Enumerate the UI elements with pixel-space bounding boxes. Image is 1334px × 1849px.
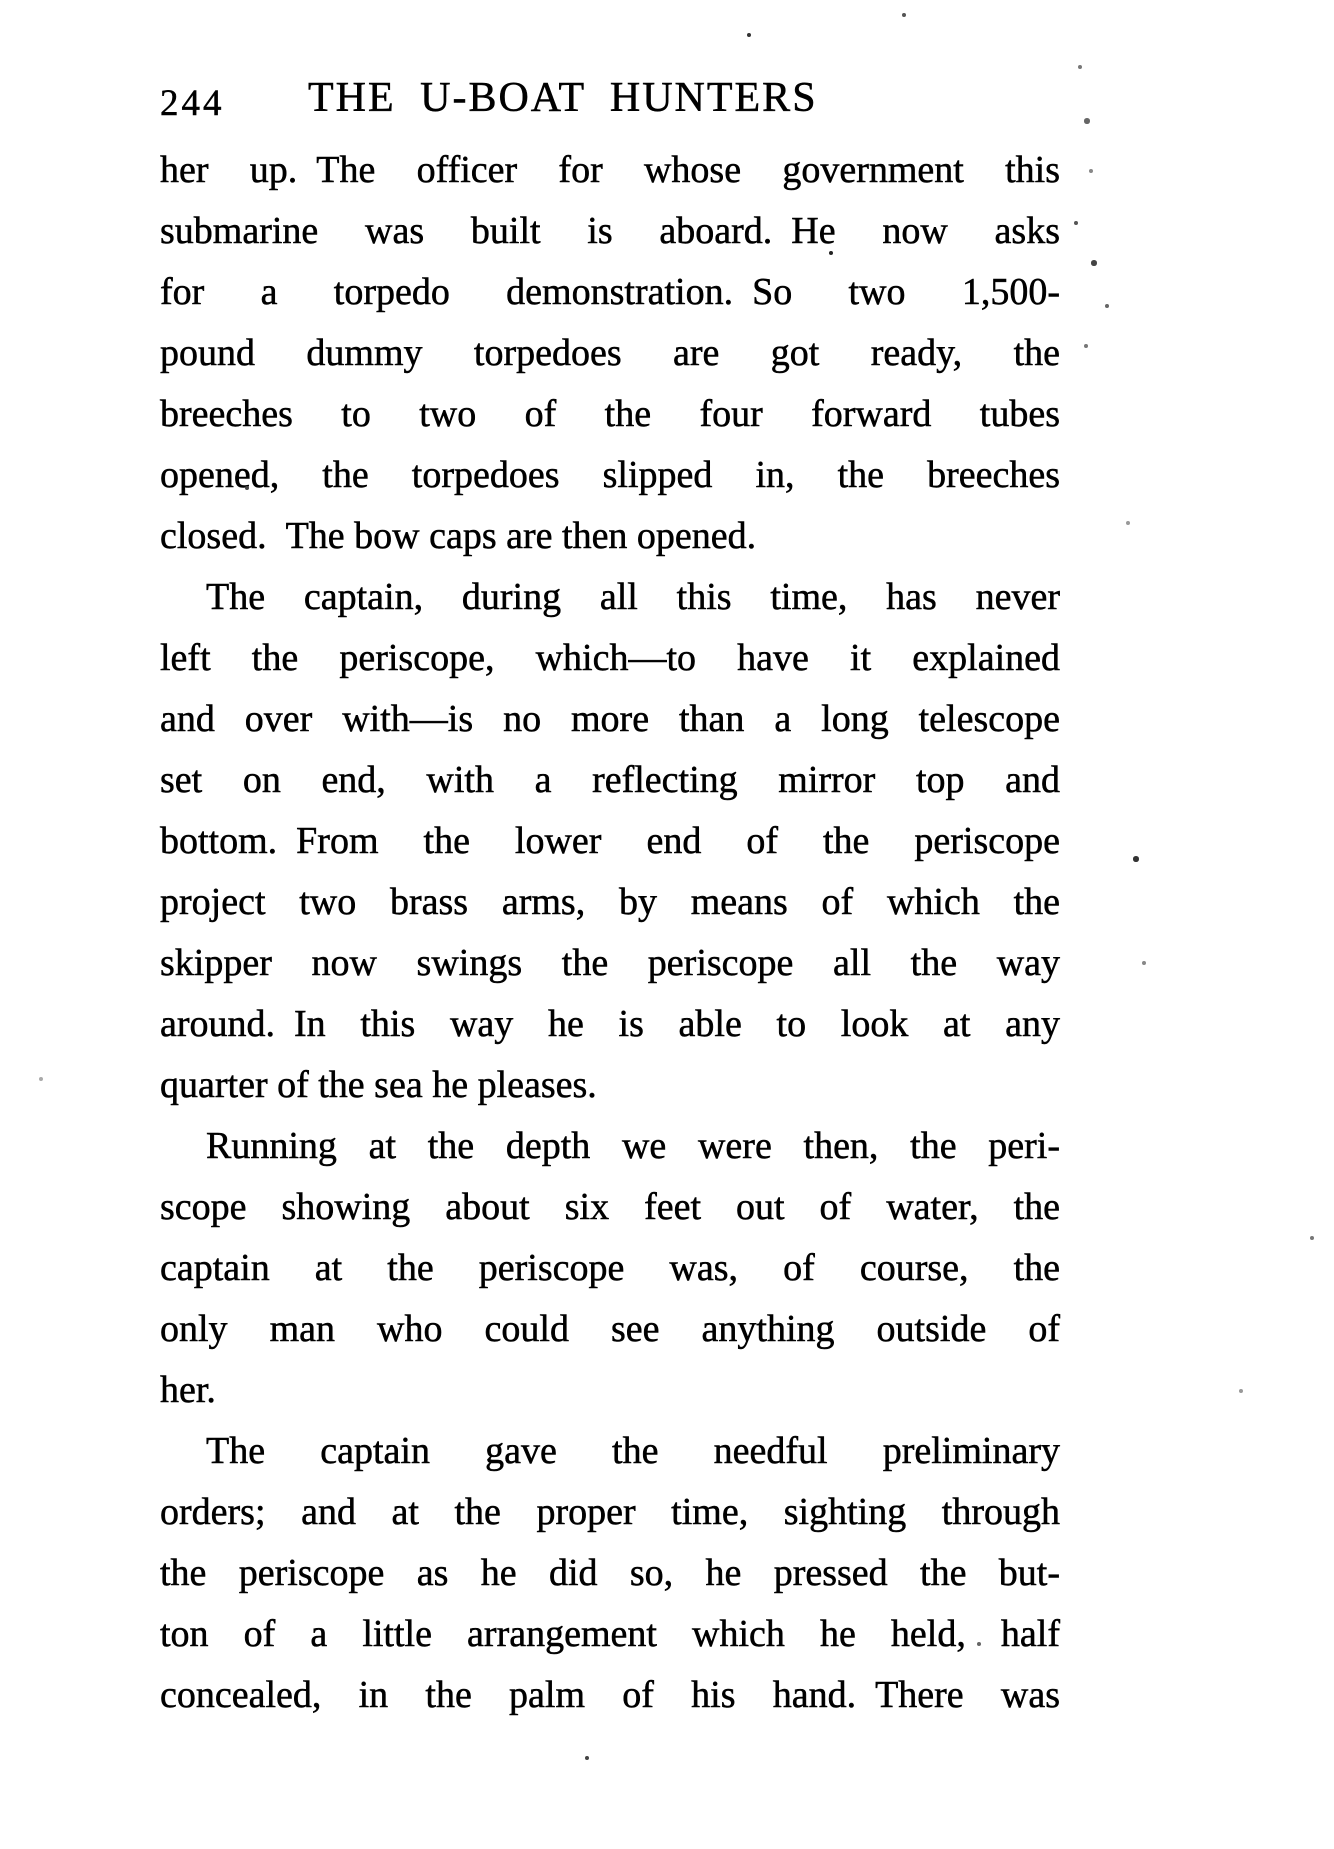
text-line: pound dummy torpedoes are got ready, the [160, 332, 1060, 374]
page-header [160, 72, 1060, 124]
text-line: ton of a little arrangement which he held, half [160, 1613, 1060, 1655]
text-line: opened, the torpedoes slipped in, the breeches [160, 454, 1060, 496]
page-number: 244 [160, 83, 225, 124]
text-line: the periscope as he did so, he pressed the but- [160, 1552, 1060, 1594]
text-line: quarter of the sea he pleases. [160, 1064, 597, 1106]
page-title: THE U-BOAT HUNTERS [308, 75, 818, 121]
text-line: submarine was built is aboard. He now asks [160, 210, 1060, 252]
paragraph [160, 567, 1060, 1116]
text-line: captain at the periscope was, of course, the [160, 1247, 1060, 1289]
paragraph [160, 140, 1060, 567]
text-line: scope showing about six feet out of water, the [160, 1186, 1060, 1228]
text-line: around. In this way he is able to look at any [160, 1003, 1060, 1045]
text-line: orders; and at the proper time, sighting through [160, 1491, 1060, 1533]
text-line: set on end, with a reflecting mirror top and [160, 759, 1060, 801]
text-line: concealed, in the palm of his hand. There was [160, 1674, 1060, 1716]
text-line: skipper now swings the periscope all the way [160, 942, 1060, 984]
text-line: for a torpedo demonstration. So two 1,500- [160, 271, 1060, 313]
text-line: her up. The officer for whose government this [160, 149, 1060, 191]
text-line: bottom. From the lower end of the periscope [160, 820, 1060, 862]
text-line: only man who could see anything outside of [160, 1308, 1060, 1350]
paragraph [160, 1421, 1060, 1726]
text-line: project two brass arms, by means of which the [160, 881, 1060, 923]
text-line: The captain gave the needful preliminary [206, 1430, 1060, 1472]
text-line: The captain, during all this time, has never [206, 576, 1060, 618]
text-line: closed. The bow caps are then opened. [160, 515, 757, 557]
text-line: her. [160, 1369, 216, 1411]
paragraph [160, 1116, 1060, 1421]
text-line: and over with—is no more than a long telescope [160, 698, 1060, 740]
text-line: breeches to two of the four forward tubes [160, 393, 1060, 435]
text-line: Running at the depth we were then, the peri- [206, 1125, 1060, 1167]
scan-noise [0, 0, 2, 2]
text-block [160, 140, 1060, 1726]
text-line: left the periscope, which—to have it explained [160, 637, 1060, 679]
